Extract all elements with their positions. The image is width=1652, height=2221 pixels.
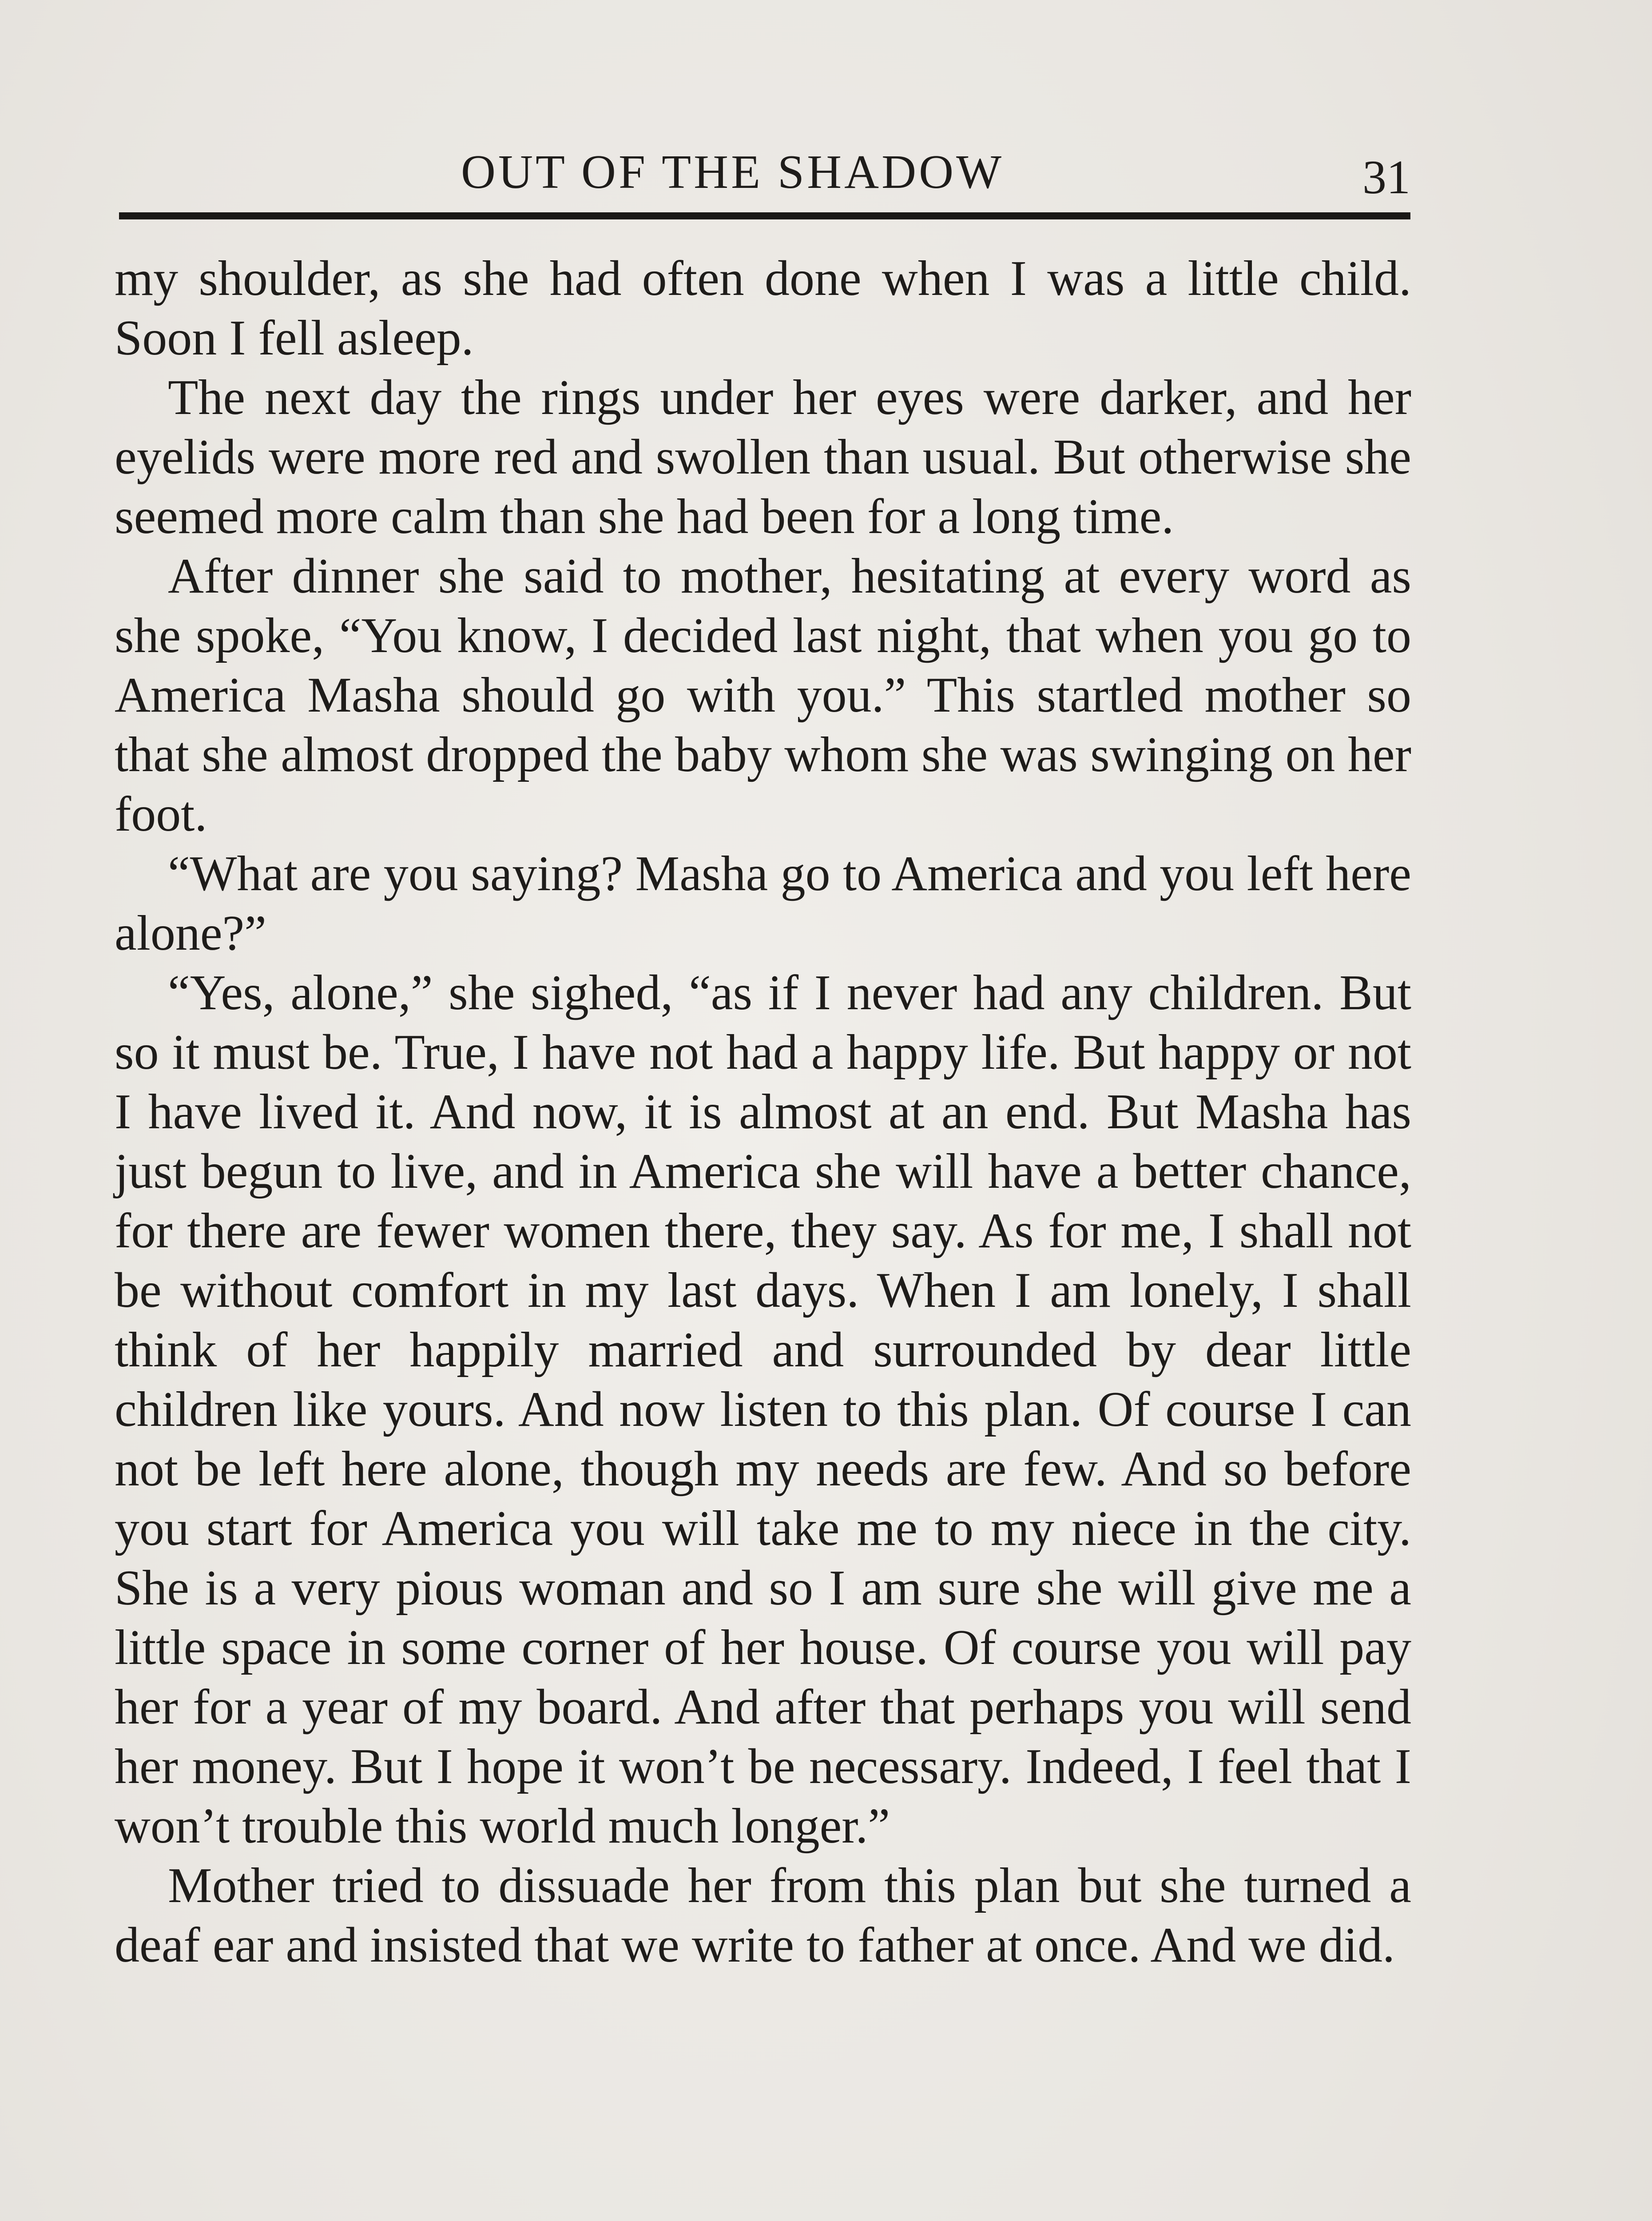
paragraph: “Yes, alone,” she sighed, “as if I never had any children. But so it must be. True, I have not had a happy life. But happy or not I have lived it. And now, it is almost at an end. But Masha has just begun to live, and in America she will have a better chance, for there are fewer women there, they say. As for me, I shall not be without comfort in my last days. When I am lonely, I shall think of her happily married and surrounded by dear little children like yours. And now listen to this plan. Of course I can not be left here alone, though my needs are few. And so before you start for America you will take me to my niece in the city. She is a very pious woman and so I am sure she will give me a little space in some corner of her house. Of course you will pay her for a year of my board. And after that perhaps you will send her money. But I hope it won’t be necessary. Indeed, I feel that I won’t trouble this world much longer.” [115,965,1411,1854]
header-rule [119,212,1410,219]
paragraph: Mother tried to dissuade her from this plan but she turned a deaf ear and insisted that we write to father at once. And we did. [115,1858,1411,1973]
page-number: 31 [1362,151,1410,204]
running-title: OUT OF THE SHADOW [461,146,1005,199]
paragraph: The next day the rings under her eyes were darker, and her eyelids were more red and swollen than usual. But otherwise she seemed more calm than she had been for a long time. [115,370,1411,544]
paragraph-continuation: my shoulder, as she had often done when I was a little child. Soon I fell asleep. [115,251,1411,366]
page-header [119,133,1410,204]
paragraph: “What are you saying? Masha go to America and you left here alone?” [115,846,1411,961]
paragraph: After dinner she said to mother, hesitating at every word as she spoke, “You know, I decided last night, that when you go to America Masha should go with you.” This startled mother so that she almost dropped the baby whom she was swinging on her foot. [115,549,1411,842]
body-text [115,249,1411,1975]
